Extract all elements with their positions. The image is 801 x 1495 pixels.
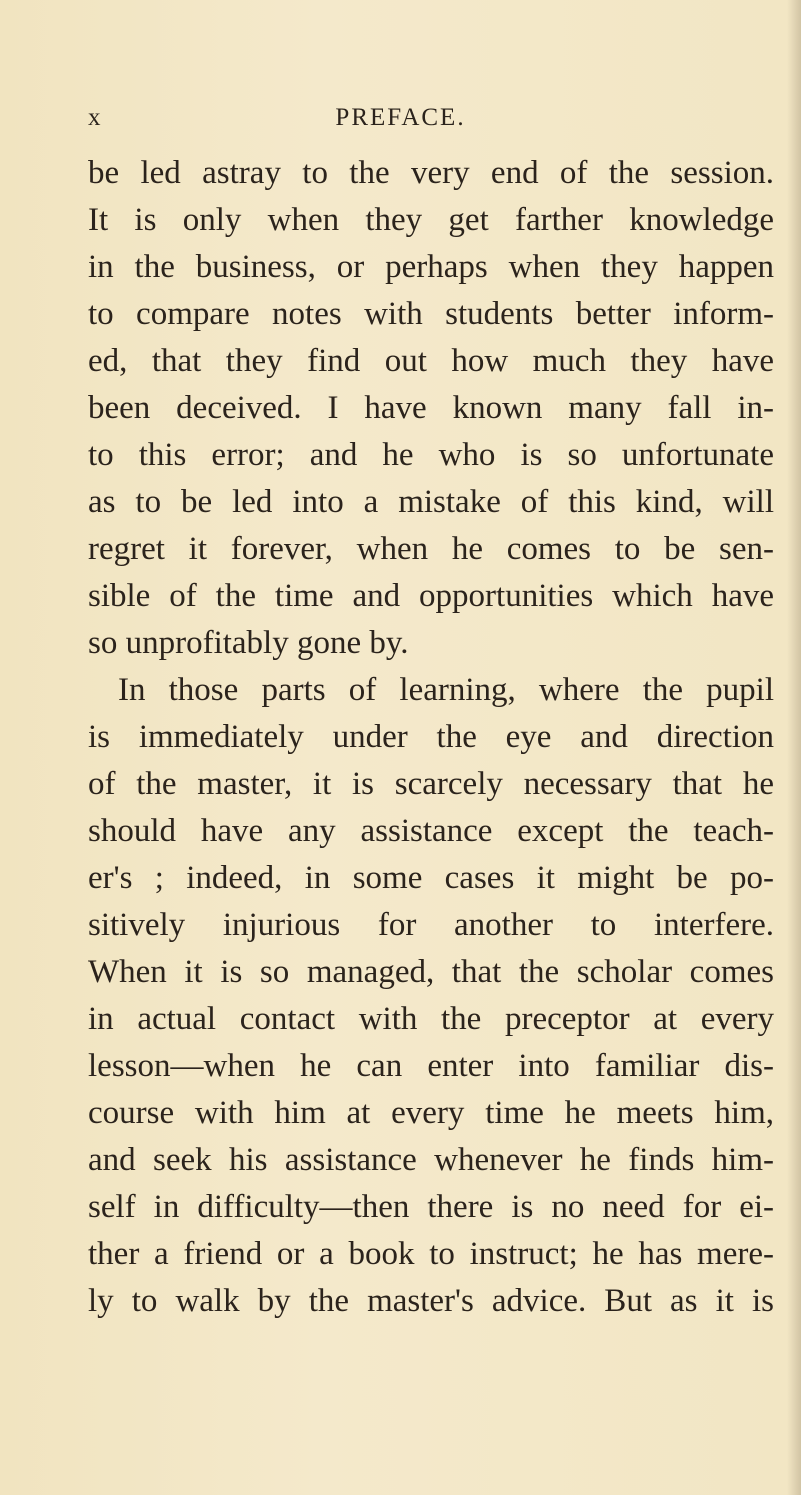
running-header — [0, 104, 801, 140]
text-line: and seek his assistance whenever he finds him- — [88, 1142, 774, 1178]
text-line: sible of the time and opportunities which have — [88, 578, 774, 614]
text-line: of the master, it is scarcely necessary that he — [88, 766, 774, 802]
text-line: been deceived. I have known many fall in- — [88, 390, 774, 426]
text-line: to compare notes with students better inform- — [88, 296, 774, 332]
running-title: PREFACE. — [335, 104, 466, 131]
text-line: When it is so managed, that the scholar comes — [88, 954, 774, 990]
text-line: in actual contact with the preceptor at every — [88, 1001, 774, 1037]
text-line-paragraph-start: In those parts of learning, where the pupil — [118, 672, 774, 708]
text-line: be led astray to the very end of the session. — [88, 155, 774, 191]
page-number: x — [88, 104, 102, 131]
text-line: should have any assistance except the teach- — [88, 813, 774, 849]
text-line: It is only when they get farther knowledge — [88, 202, 774, 238]
text-line: in the business, or perhaps when they happen — [88, 249, 774, 285]
text-line: ed, that they find out how much they have — [88, 343, 774, 379]
text-line: course with him at every time he meets him, — [88, 1095, 774, 1131]
text-line-paragraph-end: so unprofitably gone by. — [88, 625, 409, 661]
page-edge-shadow — [787, 0, 801, 1495]
text-line: to this error; and he who is so unfortunate — [88, 437, 774, 473]
text-line: as to be led into a mistake of this kind, will — [88, 484, 774, 520]
text-line: regret it forever, when he comes to be sen- — [88, 531, 774, 567]
text-line: is immediately under the eye and direction — [88, 719, 774, 755]
text-line: er's ; indeed, in some cases it might be po- — [88, 860, 774, 896]
text-line: ly to walk by the master's advice. But as it is — [88, 1283, 774, 1319]
text-line: ther a friend or a book to instruct; he has mere- — [88, 1236, 774, 1272]
body-text — [88, 150, 774, 1325]
text-line: lesson—when he can enter into familiar dis- — [88, 1048, 774, 1084]
text-line: self in difficulty—then there is no need for ei- — [88, 1189, 774, 1225]
text-line: sitively injurious for another to interfere. — [88, 907, 774, 943]
